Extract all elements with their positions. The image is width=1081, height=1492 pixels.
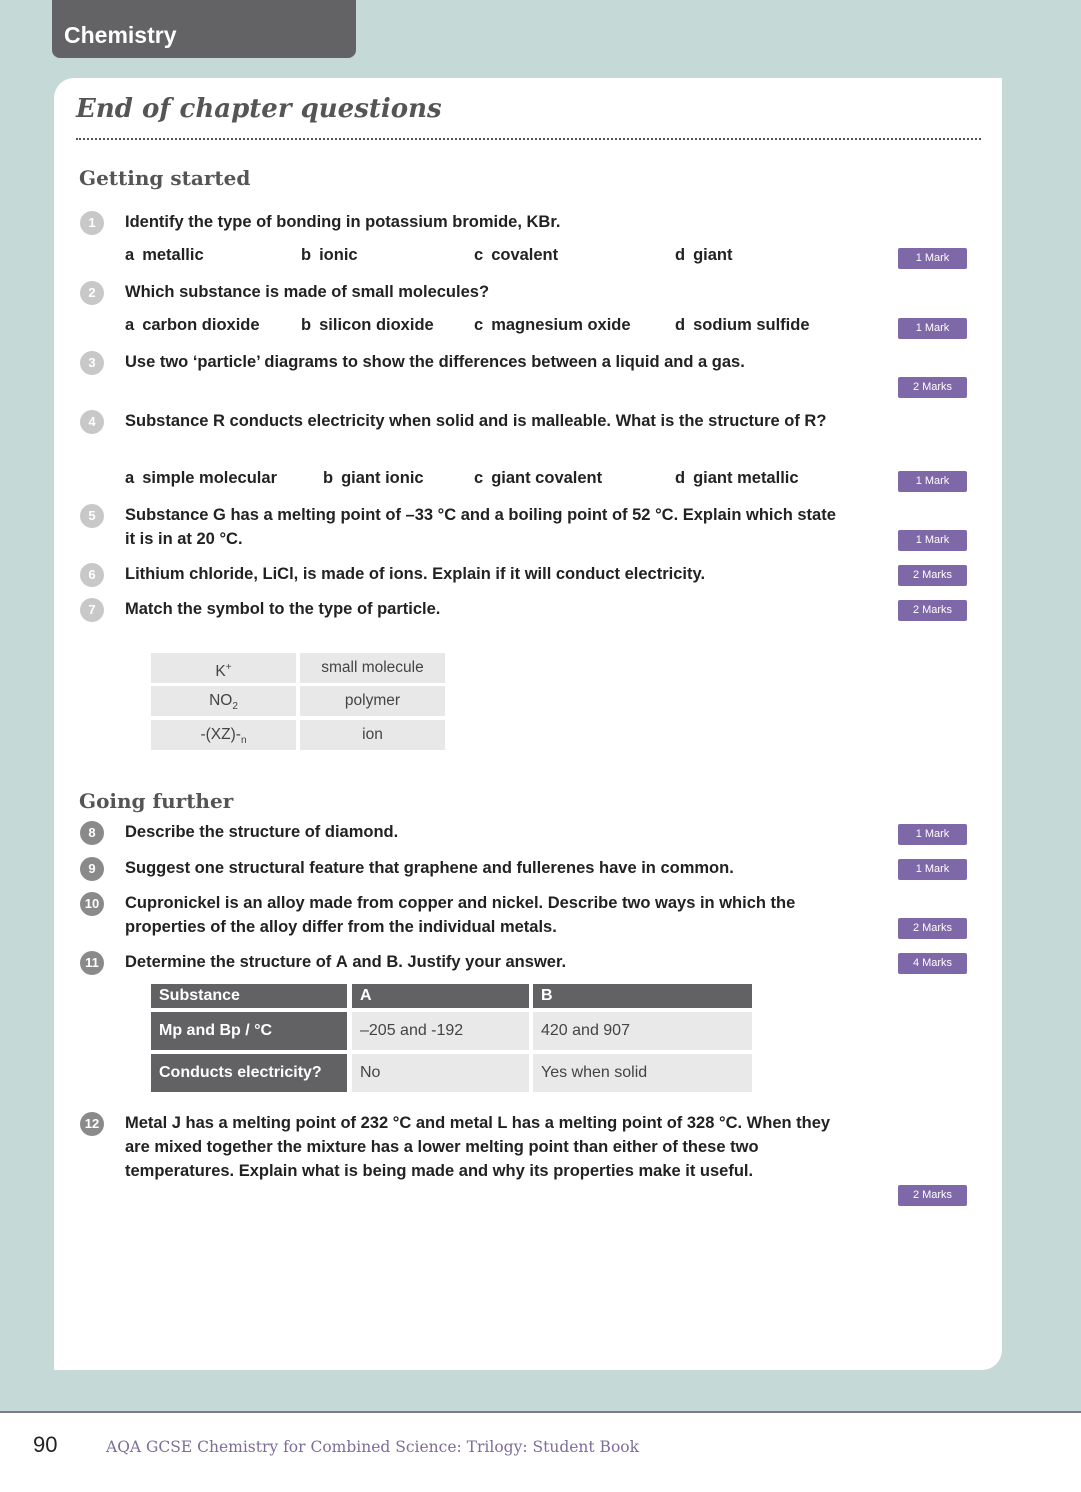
option: b silicon dioxide <box>301 316 434 334</box>
question-text: Lithium chloride, LiCl, is made of ions. Explain if it will conduct electricity. <box>125 565 706 583</box>
option: a metallic <box>125 246 204 264</box>
table-cell: 420 and 907 <box>533 1012 752 1050</box>
question-text: Cupronickel is an alloy made from copper and nickel. Describe two ways in which the properties of the alloy differ from the individual metals. <box>125 894 796 936</box>
marks-badge: 2 Marks <box>898 600 967 621</box>
question-text: Substance G has a melting point of –33 °C and a boiling point of 52 °C. Explain which state it is in at 20 °C. <box>125 506 836 548</box>
table-cell: No <box>352 1054 529 1092</box>
table-cell: –205 and -192 <box>352 1012 529 1050</box>
row-header: Conducts electricity? <box>151 1054 347 1092</box>
option: b ionic <box>301 246 358 264</box>
marks-badge: 1 Mark <box>898 824 967 845</box>
page-number: 90 <box>33 1432 58 1457</box>
book-title: AQA GCSE Chemistry for Combined Science: Trilogy: Student Book <box>106 1438 639 1456</box>
question-text: Substance R conducts electricity when solid and is malleable. What is the structure of R? <box>125 412 827 430</box>
page-title: End of chapter questions <box>76 94 442 124</box>
question-number: 3 <box>80 351 104 375</box>
question-text: Determine the structure of A and B. Justify your answer. <box>125 953 567 971</box>
question-text: Which substance is made of small molecules? <box>125 283 490 301</box>
option: c giant covalent <box>474 469 603 487</box>
particle-type-cell: polymer <box>300 686 445 716</box>
option: c covalent <box>474 246 559 264</box>
option: a simple molecular <box>125 469 277 487</box>
question-text: Use two ‘particle’ diagrams to show the differences between a liquid and a gas. <box>125 353 745 371</box>
question-text: Identify the type of bonding in potassium bromide, KBr. <box>125 213 561 231</box>
particle-type-cell: small molecule <box>300 653 445 683</box>
question-number: 1 <box>80 211 104 235</box>
question-number: 11 <box>80 951 104 975</box>
marks-badge: 2 Marks <box>898 1185 967 1206</box>
marks-badge: 1 Mark <box>898 248 967 269</box>
question-number: 2 <box>80 281 104 305</box>
question-number: 10 <box>80 892 104 916</box>
marks-badge: 2 Marks <box>898 377 967 398</box>
title-divider <box>76 138 981 140</box>
table-header: B <box>533 984 752 1008</box>
question-text: Suggest one structural feature that graphene and fullerenes have in common. <box>125 859 734 877</box>
section-heading-going-further: Going further <box>79 789 234 813</box>
subject-tab: Chemistry <box>52 0 356 58</box>
table-header: Substance <box>151 984 347 1008</box>
marks-badge: 2 Marks <box>898 565 967 586</box>
marks-badge: 1 Mark <box>898 530 967 551</box>
particle-type-cell: ion <box>300 720 445 750</box>
question-number: 12 <box>80 1112 104 1136</box>
option: b giant ionic <box>323 469 424 487</box>
marks-badge: 1 Mark <box>898 859 967 880</box>
question-number: 6 <box>80 563 104 587</box>
option: d giant metallic <box>675 469 799 487</box>
question-number: 5 <box>80 504 104 528</box>
option: a carbon dioxide <box>125 316 260 334</box>
question-number: 7 <box>80 598 104 622</box>
marks-badge: 2 Marks <box>898 918 967 939</box>
question-number: 8 <box>80 821 104 845</box>
row-header: Mp and Bp / °C <box>151 1012 347 1050</box>
symbol-cell: $NO_2$ <box>151 686 296 716</box>
marks-badge: 1 Mark <box>898 318 967 339</box>
question-text: Match the symbol to the type of particle. <box>125 600 441 618</box>
table-header: A <box>352 984 529 1008</box>
marks-badge: 4 Marks <box>898 953 967 974</box>
table-cell: Yes when solid <box>533 1054 752 1092</box>
question-number: 9 <box>80 857 104 881</box>
marks-badge: 1 Mark <box>898 471 967 492</box>
question-text: Metal J has a melting point of 232 °C and metal L has a melting point of 328 °C. When they are mixed together the mixture has a lower melting point than either of these two temperatures. Explain what is being made and why its properties make it useful. <box>125 1114 831 1180</box>
section-heading-getting-started: Getting started <box>79 166 251 190</box>
symbol-cell: K+ <box>151 653 296 683</box>
option: d giant <box>675 246 733 264</box>
option: d sodium sulfide <box>675 316 810 334</box>
question-text: Describe the structure of diamond. <box>125 823 399 841</box>
question-number: 4 <box>80 410 104 434</box>
option: c magnesium oxide <box>474 316 631 334</box>
symbol-cell: $-(XZ)-_n$ <box>151 720 296 750</box>
